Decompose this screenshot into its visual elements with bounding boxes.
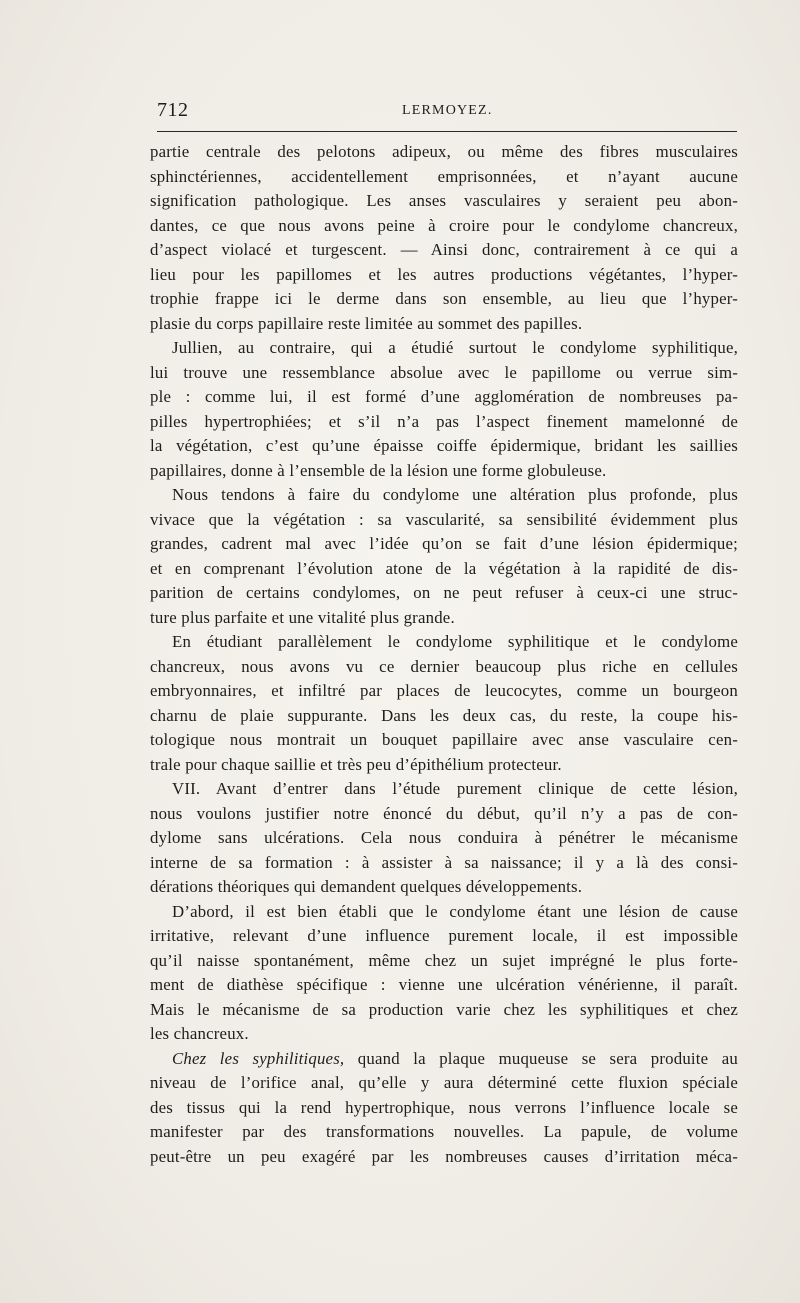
text-line — [150, 1047, 738, 1072]
text-line: papillaires, donne à l’ensemble de la lésion une forme globuleuse. — [150, 460, 607, 480]
text-line: irritative, relevant d’une influence purement locale, il est impossible — [150, 926, 738, 945]
text-line: sphinctériennes, accidentellement emprisonnées, et n’ayant aucune — [150, 166, 738, 186]
text-line: d’aspect violacé et turgescent. — Ainsi donc, contrairement à ce qui a — [150, 240, 738, 259]
text-line: pilles hypertrophiées; et s’il n’a pas l’aspect finement mamelonné de — [150, 411, 738, 431]
text-line: qu’il naisse spontanément, même chez un sujet imprégné le plus forte- — [150, 950, 738, 970]
text-line: ture plus parfaite et une vitalité plus grande. — [150, 607, 455, 627]
text-line: la végétation, c’est qu’une épaisse coiffe épidermique, bridant les saillies — [150, 436, 738, 455]
page-number: 712 — [157, 99, 189, 121]
text-line: interne de sa formation : à assister à sa naissance; il y a là des consi- — [150, 852, 738, 872]
text-line: trale pour chaque saillie et très peu d’épithélium protecteur. — [150, 754, 562, 774]
text-line: Jullien, au contraire, qui a étudié surtout le condylome syphilitique, — [172, 338, 738, 357]
text-line: dantes, ce que nous avons peine à croire pour le condylome chancreux, — [150, 215, 738, 235]
text-line: Mais le mécanisme de sa production varie chez les syphilitiques et chez — [150, 999, 738, 1019]
text-line: partie centrale des pelotons adipeux, ou même des fibres musculaires — [150, 142, 738, 161]
text-line: grandes, cadrent mal avec l’idée qu’on se fait d’une lésion épidermique; — [150, 534, 738, 553]
text-line: lui trouve une ressemblance absolue avec le papillome ou verrue sim- — [150, 362, 738, 382]
text-line: niveau de l’orifice anal, qu’elle y aura déterminé cette fluxion spéciale — [150, 1073, 738, 1092]
running-head-author: LERMOYEZ. — [402, 103, 493, 118]
header-rule — [157, 131, 737, 132]
text-line: Nous tendons à faire du condylome une altération plus profonde, plus — [172, 485, 738, 504]
text-line: parition de certains condylomes, on ne peut refuser à ceux-ci une struc- — [150, 583, 738, 602]
text-line: manifester par des transformations nouvelles. La papule, de volume — [150, 1122, 738, 1141]
text-line: charnu de plaie suppurante. Dans les deux cas, du reste, la coupe his- — [150, 705, 738, 725]
text-line: chancreux, nous avons vu ce dernier beaucoup plus riche en cellules — [150, 656, 738, 676]
text-line: vivace que la végétation : sa vascularité, sa sensibilité évidemment plus — [150, 509, 738, 529]
text-line: les chancreux. — [150, 1024, 249, 1043]
text-line: embryonnaires, et infiltré par places de leucocytes, comme un bourgeon — [150, 681, 738, 700]
text-line: dérations théoriques qui demandent quelques développements. — [150, 877, 583, 896]
body-text — [150, 140, 738, 1169]
text-line: En étudiant parallèlement le condylome syphilitique et le condylome — [172, 632, 738, 651]
text-line: ment de diathèse spécifique : vienne une ulcération vénérienne, il paraît. — [150, 975, 738, 994]
text-line: des tissus qui la rend hypertrophique, nous verrons l’influence locale se — [150, 1097, 738, 1117]
text-line: signification pathologique. Les anses vasculaires y seraient peu abon- — [150, 191, 738, 210]
italic-lead: Chez les syphilitiques, — [172, 1048, 345, 1068]
text-line: et en comprenant l’évolution atone de la végétation à la rapidité de dis- — [150, 558, 738, 578]
italic-line-rest: quand la plaque muqueuse se sera produite au — [344, 1048, 738, 1068]
text-line: D’abord, il est bien établi que le condylome étant une lésion de cause — [172, 901, 738, 921]
text-line: lieu pour les papillomes et les autres productions végétantes, l’hyper- — [150, 264, 738, 284]
text-line: trophie frappe ici le derme dans son ensemble, au lieu que l’hyper- — [150, 289, 738, 308]
text-line: nous voulons justifier notre énoncé du début, qu’il n’y a pas de con- — [150, 803, 738, 823]
text-line: dylome sans ulcérations. Cela nous conduira à pénétrer le mécanisme — [150, 828, 738, 847]
text-line: ple : comme lui, il est formé d’une agglomération de nombreuses pa- — [150, 387, 738, 406]
text-line: tologique nous montrait un bouquet papillaire avec anse vasculaire cen- — [150, 730, 738, 749]
text-line: plasie du corps papillaire reste limitée au sommet des papilles. — [150, 313, 583, 333]
running-head — [157, 99, 737, 123]
text-line: VII. Avant d’entrer dans l’étude purement clinique de cette lésion, — [172, 779, 738, 798]
text-line: peut-être un peu exagéré par les nombreuses causes d’irritation méca- — [150, 1146, 738, 1166]
